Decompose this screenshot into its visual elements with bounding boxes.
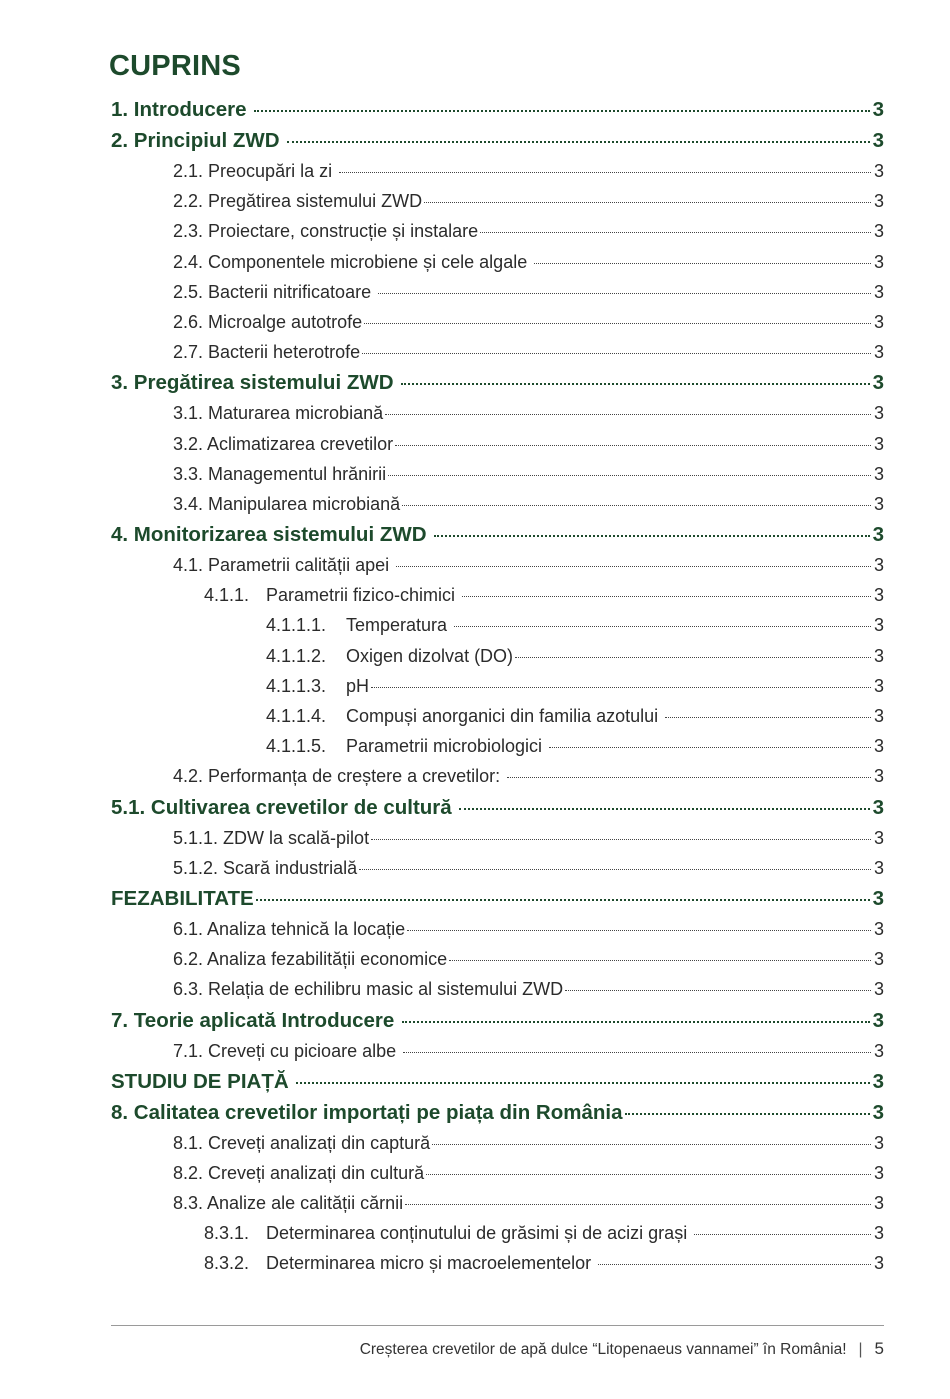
toc-entry-title: 3.2. Aclimatizarea crevetilor <box>173 433 394 454</box>
toc-entry-label-group <box>266 731 547 761</box>
toc-dot-leader <box>385 414 871 415</box>
toc-page-number: 3 <box>873 281 884 302</box>
toc-entry-title: Oxigen dizolvat (DO) <box>346 645 514 666</box>
toc-entry-label-group <box>173 1036 401 1066</box>
toc-dot-leader <box>565 990 871 991</box>
toc-page-number: 3 <box>873 675 884 696</box>
toc-dot-leader <box>388 475 871 476</box>
toc-section-entry[interactable] <box>173 550 884 580</box>
toc-entry-label-group <box>266 671 369 701</box>
toc-section-entry[interactable] <box>173 337 884 367</box>
toc-section-entry[interactable] <box>173 914 884 944</box>
toc-dot-leader <box>401 383 869 385</box>
toc-chapter-entry[interactable] <box>111 367 884 398</box>
toc-entry-title: 6.2. Analiza fezabilității economice <box>173 949 448 970</box>
toc-entry-title: 2. Principiul ZWD <box>111 129 286 152</box>
toc-dot-leader <box>378 293 871 294</box>
toc-page-number: 3 <box>872 1008 884 1032</box>
toc-entry-title: Parametrii fizico-chimici <box>266 585 461 606</box>
toc-entry-title: 2.2. Pregătirea sistemului ZWD <box>173 191 423 212</box>
toc-entry-title: 7.1. Creveți cu picioare albe <box>173 1040 402 1061</box>
toc-entry-number: 4.1.1. <box>204 585 250 606</box>
toc-entry-label-group <box>204 1218 692 1248</box>
toc-page-number: 3 <box>873 979 884 1000</box>
toc-entry-label-group <box>173 1188 403 1218</box>
toc-chapter-entry[interactable] <box>111 792 884 823</box>
toc-chapter-entry[interactable] <box>111 125 884 156</box>
toc-page-number: 3 <box>873 342 884 363</box>
toc-entry-title: 6.3. Relația de echilibru masic al sistemului ZWD <box>173 979 564 1000</box>
toc-section-entry[interactable] <box>173 1036 884 1066</box>
toc-entry-label-group <box>173 156 337 186</box>
toc-section-entry[interactable] <box>173 1188 884 1218</box>
toc-entry-title: STUDIU DE PIAȚĂ <box>111 1069 295 1093</box>
toc-page-number: 3 <box>872 98 884 121</box>
toc-page-number: 3 <box>872 886 884 910</box>
toc-entry-title: 8.3. Analize ale calității cărnii <box>173 1193 404 1214</box>
toc-entry-label-group <box>173 489 400 519</box>
toc-dot-leader <box>515 657 871 658</box>
toc-entry-number: 4.1.1.3. <box>266 675 327 696</box>
toc-entry-label-group <box>204 580 460 610</box>
toc-page-number: 3 <box>873 191 884 212</box>
toc-section-entry[interactable] <box>266 610 884 640</box>
toc-page-number: 3 <box>873 857 884 878</box>
page-footer <box>360 1339 884 1359</box>
toc-entry-title: 1. Introducere <box>111 98 253 121</box>
toc-entry-title: 2.7. Bacterii heterotrofe <box>173 342 361 363</box>
toc-page-number: 3 <box>872 371 884 395</box>
toc-dot-leader <box>459 808 869 810</box>
toc-page-number: 3 <box>873 1193 884 1214</box>
toc-page-number: 3 <box>873 585 884 606</box>
toc-page-number: 3 <box>872 1100 884 1124</box>
toc-entry-number: 4.1.1.4. <box>266 706 327 726</box>
toc-section-entry[interactable] <box>173 974 884 1004</box>
toc-entry-title: 8.2. Creveți analizați din cultură <box>173 1162 425 1183</box>
footer-title: Creșterea crevetilor de apă dulce “Litopenaeus vannamei” în România! <box>359 1341 847 1358</box>
toc-entry-label-group <box>173 398 383 428</box>
toc-entry-label-group <box>266 610 452 640</box>
toc-page-number: 3 <box>873 736 884 757</box>
toc-entry-label-group <box>111 125 285 156</box>
toc-entry-label-group <box>173 216 478 246</box>
toc-page-number: 3 <box>873 463 884 484</box>
toc-page-number: 3 <box>873 827 884 848</box>
toc-page-number: 3 <box>873 251 884 272</box>
toc-chapter-entry[interactable] <box>111 1066 884 1097</box>
toc-section-entry[interactable] <box>173 277 884 307</box>
toc-entry-label-group <box>111 1066 294 1097</box>
toc-page-number: 3 <box>873 1223 884 1244</box>
toc-chapter-entry[interactable] <box>111 1005 884 1036</box>
toc-entry-title: 2.5. Bacterii nitrificatoare <box>173 281 377 302</box>
toc-entry-title: Temperatura <box>346 615 453 636</box>
toc-page-number: 3 <box>873 493 884 514</box>
toc-dot-leader <box>395 445 871 446</box>
toc-entry-title: 3. Pregătirea sistemului ZWD <box>111 371 400 395</box>
toc-dot-leader <box>254 110 869 112</box>
toc-entry-label-group <box>173 277 376 307</box>
toc-dot-leader <box>694 1234 871 1235</box>
toc-dot-leader <box>480 232 871 233</box>
footer-divider <box>111 1325 884 1326</box>
toc-section-entry[interactable] <box>173 247 884 277</box>
toc-dot-leader <box>364 323 871 324</box>
toc-page-number: 3 <box>873 1253 884 1274</box>
toc-section-entry[interactable] <box>173 823 884 853</box>
toc-page-number: 3 <box>873 1040 884 1061</box>
toc-entry-title: Determinarea micro și macroelementelor <box>266 1253 597 1274</box>
toc-page-number: 3 <box>873 918 884 939</box>
toc-dot-leader <box>549 747 871 748</box>
toc-dot-leader <box>432 1144 871 1145</box>
toc-page-number: 3 <box>873 706 884 726</box>
toc-entry-label-group <box>173 1128 430 1158</box>
toc-entry-title: 8. Calitatea crevetilor importați pe piața din România <box>111 1100 623 1124</box>
toc-section-entry[interactable] <box>173 398 884 428</box>
toc-entry-label-group <box>111 367 399 398</box>
toc-section-entry[interactable] <box>204 1218 884 1248</box>
toc-entry-label-group <box>204 1248 596 1278</box>
toc-chapter-entry[interactable] <box>111 519 884 550</box>
toc-entry-number: 4.1.1.1. <box>266 615 327 636</box>
toc-dot-leader <box>339 172 871 173</box>
toc-entry-label-group <box>173 307 362 337</box>
toc-dot-leader <box>371 687 871 688</box>
table-of-contents <box>0 94 950 1279</box>
toc-entry-title: 2.1. Preocupări la zi <box>173 161 338 181</box>
toc-chapter-entry[interactable] <box>111 883 884 914</box>
toc-entry-title: 3.4. Manipularea microbiană <box>173 493 401 514</box>
toc-dot-leader <box>507 777 871 778</box>
toc-page-number: 3 <box>872 795 884 819</box>
toc-entry-title: 5.1.1. ZDW la scală-pilot <box>173 827 370 848</box>
toc-entry-title: 4. Monitorizarea sistemului ZWD <box>111 523 433 547</box>
toc-section-entry[interactable] <box>266 641 884 671</box>
toc-dot-leader <box>402 505 871 506</box>
toc-entry-title: 4.2. Performanța de creștere a crevetilor: <box>173 766 506 787</box>
toc-entry-label-group <box>173 974 563 1004</box>
toc-dot-leader <box>407 930 871 931</box>
toc-entry-label-group <box>173 914 405 944</box>
toc-dot-leader <box>371 839 871 840</box>
toc-entry-label-group <box>173 853 357 883</box>
toc-entry-title: Parametrii microbiologici <box>346 736 548 757</box>
toc-entry-label-group <box>111 1097 623 1128</box>
toc-dot-leader <box>405 1204 871 1205</box>
toc-entry-title: Determinarea conținutului de grăsimi și de acizi grași <box>266 1223 693 1244</box>
toc-dot-leader <box>362 353 871 354</box>
toc-entry-title: 5.1.2. Scară industrială <box>173 857 358 878</box>
toc-dot-leader <box>598 1264 871 1265</box>
toc-title: CUPRINS <box>109 50 241 82</box>
toc-entry-label-group <box>111 792 457 823</box>
toc-section-entry[interactable] <box>173 1128 884 1158</box>
toc-dot-leader <box>359 869 871 870</box>
toc-entry-label-group <box>266 701 663 731</box>
toc-entry-number: 4.1.1.5. <box>266 736 327 757</box>
toc-entry-title: 7. Teorie aplicată Introducere <box>111 1008 400 1032</box>
toc-section-entry[interactable] <box>266 671 884 701</box>
toc-dot-leader <box>402 1021 870 1023</box>
toc-page-number: 3 <box>872 1069 884 1093</box>
toc-entry-title: 2.6. Microalge autotrofe <box>173 311 363 332</box>
toc-chapter-entry[interactable] <box>111 1097 884 1128</box>
toc-section-entry[interactable] <box>173 944 884 974</box>
toc-section-entry[interactable] <box>173 489 884 519</box>
toc-page-number: 3 <box>873 949 884 970</box>
toc-dot-leader <box>296 1082 869 1084</box>
toc-dot-leader <box>449 960 871 961</box>
toc-page-number: 3 <box>873 1162 884 1183</box>
toc-page-number: 3 <box>873 1132 884 1153</box>
toc-dot-leader <box>454 626 871 627</box>
toc-dot-leader <box>287 141 869 143</box>
toc-entry-label-group <box>173 337 360 367</box>
footer-page-number: 5 <box>874 1339 884 1358</box>
toc-section-entry[interactable] <box>204 1248 884 1278</box>
toc-section-entry[interactable] <box>173 307 884 337</box>
toc-page-number: 3 <box>872 523 884 547</box>
toc-section-entry[interactable] <box>266 731 884 761</box>
toc-dot-leader <box>625 1113 870 1115</box>
toc-entry-label-group <box>173 429 393 459</box>
toc-page-number: 3 <box>873 161 884 181</box>
toc-entry-label-group <box>111 1005 400 1036</box>
toc-entry-title: pH <box>346 675 370 696</box>
toc-entry-title: 5.1. Cultivarea crevetilor de cultură <box>111 795 458 819</box>
toc-section-entry[interactable] <box>173 761 884 791</box>
toc-dot-leader <box>256 899 870 901</box>
toc-entry-title: 6.1. Analiza tehnică la locație <box>173 918 406 939</box>
toc-entry-number: 8.3.2. <box>204 1253 250 1274</box>
toc-entry-title: 8.1. Creveți analizați din captură <box>173 1132 431 1153</box>
toc-dot-leader <box>424 202 871 203</box>
toc-entry-title: FEZABILITATE <box>111 886 254 910</box>
toc-entry-label-group <box>111 94 252 125</box>
toc-entry-title: 3.1. Maturarea microbiană <box>173 403 384 424</box>
toc-page-number: 3 <box>873 311 884 332</box>
toc-entry-label-group <box>266 641 513 671</box>
toc-page-number: 3 <box>873 615 884 636</box>
toc-entry-title: 2.4. Componentele microbiene și cele algale <box>173 251 533 272</box>
toc-page-number: 3 <box>873 403 884 424</box>
toc-dot-leader <box>426 1174 871 1175</box>
toc-entry-label-group <box>173 247 532 277</box>
toc-section-entry[interactable] <box>173 429 884 459</box>
toc-entry-label-group <box>173 761 505 791</box>
toc-entry-title: Compuși anorganici din familia azotului <box>346 706 664 726</box>
toc-page-number: 3 <box>873 433 884 454</box>
toc-page-number: 3 <box>873 555 884 576</box>
toc-page-number: 3 <box>873 221 884 242</box>
toc-entry-label-group <box>111 883 254 914</box>
toc-entry-title: 3.3. Managementul hrănirii <box>173 463 387 484</box>
footer-separator: | <box>858 1341 863 1358</box>
toc-section-entry[interactable] <box>173 156 884 186</box>
toc-entry-label-group <box>173 459 386 489</box>
toc-page-number: 3 <box>872 129 884 152</box>
toc-section-entry[interactable] <box>173 1158 884 1188</box>
toc-entry-title: 2.3. Proiectare, construcție și instalare <box>173 221 479 242</box>
toc-entry-number: 4.1.1.2. <box>266 645 327 666</box>
toc-section-entry[interactable] <box>173 186 884 216</box>
toc-entry-label-group <box>111 519 432 550</box>
toc-section-entry[interactable] <box>173 853 884 883</box>
toc-dot-leader <box>462 596 871 597</box>
toc-entry-number: 8.3.1. <box>204 1223 250 1244</box>
toc-section-entry[interactable] <box>204 580 884 610</box>
toc-dot-leader <box>534 263 871 264</box>
toc-entry-label-group <box>173 550 394 580</box>
toc-entry-label-group <box>173 823 369 853</box>
toc-chapter-entry[interactable] <box>111 94 884 125</box>
toc-section-entry[interactable] <box>173 216 884 246</box>
toc-page-number: 3 <box>873 645 884 666</box>
toc-entry-label-group <box>173 944 447 974</box>
toc-page-number: 3 <box>873 766 884 787</box>
toc-dot-leader <box>396 566 871 567</box>
toc-section-entry[interactable] <box>266 701 884 731</box>
toc-dot-leader <box>403 1052 871 1053</box>
toc-dot-leader <box>434 535 869 537</box>
toc-entry-title: 4.1. Parametrii calității apei <box>173 555 395 576</box>
toc-section-entry[interactable] <box>173 459 884 489</box>
toc-dot-leader <box>665 717 871 718</box>
toc-entry-label-group <box>173 1158 424 1188</box>
toc-entry-label-group <box>173 186 422 216</box>
